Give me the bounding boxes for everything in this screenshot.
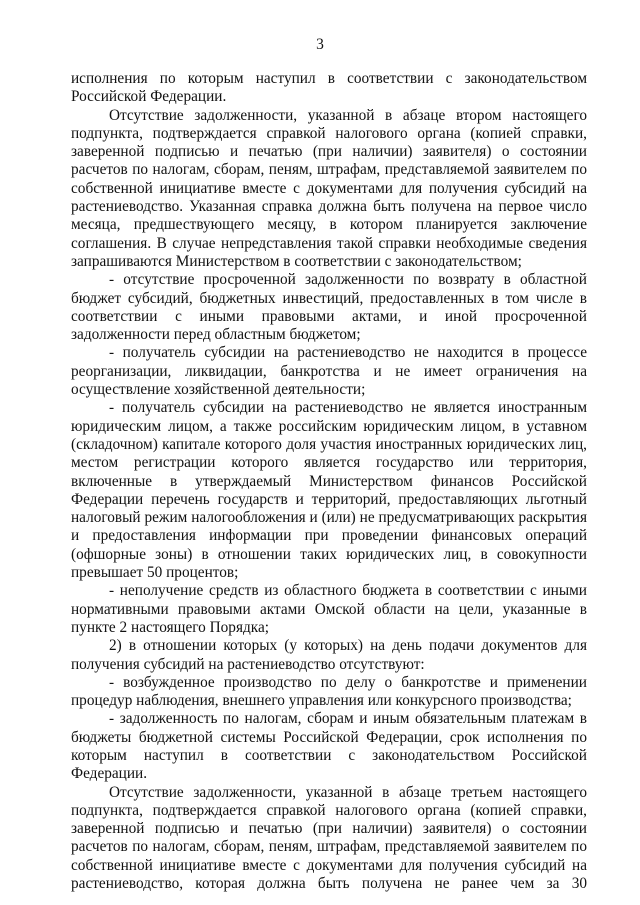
paragraph: Отсутствие задолженности, указанной в абзаце втором настоящего подпункта, подтверждается справкой налогового органа (копией справки, заверенной подписью и печатью (при наличии) заявителя) о состоянии расчетов по налогам, сборам, пеням, штрафам, представляемой заявителем по собственной инициативе вместе с документами для получения субсидий на растениеводство. Указанная справка должна быть получена на первое число месяца, предшествующего месяцу, в котором планируется заключение соглашения. В случае непредставления такой справки необходимые сведения запрашиваются Министерством в соответствии с законодательством; <box>71 106 587 270</box>
paragraph: исполнения по которым наступил в соответствии с законодательством Российской Федерации. <box>71 70 587 106</box>
list-item: - возбужденное производство по делу о банкротстве и применении процедур наблюдения, внешнего управления или конкурсного производства; <box>71 673 587 710</box>
list-item: - получатель субсидии на растениеводство не находится в процессе реорганизации, ликвидации, банкротства и не имеет ограничения на осуществление хозяйственной деятельности; <box>71 344 587 399</box>
subpoint-heading: 2) в отношении которых (у которых) на день подачи документов для получения субсидий на растениеводство отсутствуют: <box>71 637 587 673</box>
list-item: - неполучение средств из областного бюджета в соответствии с иными нормативными правовыми актами Омской области на цели, указанные в пункте 2 настоящего Порядка; <box>71 582 587 636</box>
list-item: - получатель субсидии на растениеводство не является иностранным юридическим лицом, а также российским юридическим лицом, в уставном (складочном) капитале которого доля участия иностранных юридических лиц, местом регистрации которого является государство или территория, включенные в утверждаемый Министерством финансов Российской Федерации перечень государств и территорий, предоставляющих льготный налоговый режим налогообложения и (или) не предусматривающих раскрытия и предоставления информации при проведении финансовых операций (офшорные зоны) в отношении таких юридических лиц, в совокупности превышает 50 процентов; <box>71 399 587 582</box>
list-item: - задолженность по налогам, сборам и иным обязательным платежам в бюджеты бюджетной системы Российской Федерации, срок исполнения по которым наступил в соответствии с законодательством Российской Федерации. <box>71 710 587 783</box>
list-item: - отсутствие просроченной задолженности по возврату в областной бюджет субсидий, бюджетных инвестиций, предоставленных в том числе в соответствии с иными правовыми актами, и иной просроченной задолженности перед областным бюджетом; <box>71 271 587 344</box>
paragraph: Отсутствие задолженности, указанной в абзаце третьем настоящего подпункта, подтверждается справкой налогового органа (копией справки, заверенной подписью и печатью (при наличии) заявителя) о состоянии расчетов по налогам, сборам, пеням, штрафам, представляемой заявителем по собственной инициативе вместе с документами для получения субсидий на растениеводство, которая должна быть получена не ранее чем за 30 <box>71 783 587 893</box>
document-body <box>71 70 587 893</box>
page-number: 3 <box>316 36 324 53</box>
